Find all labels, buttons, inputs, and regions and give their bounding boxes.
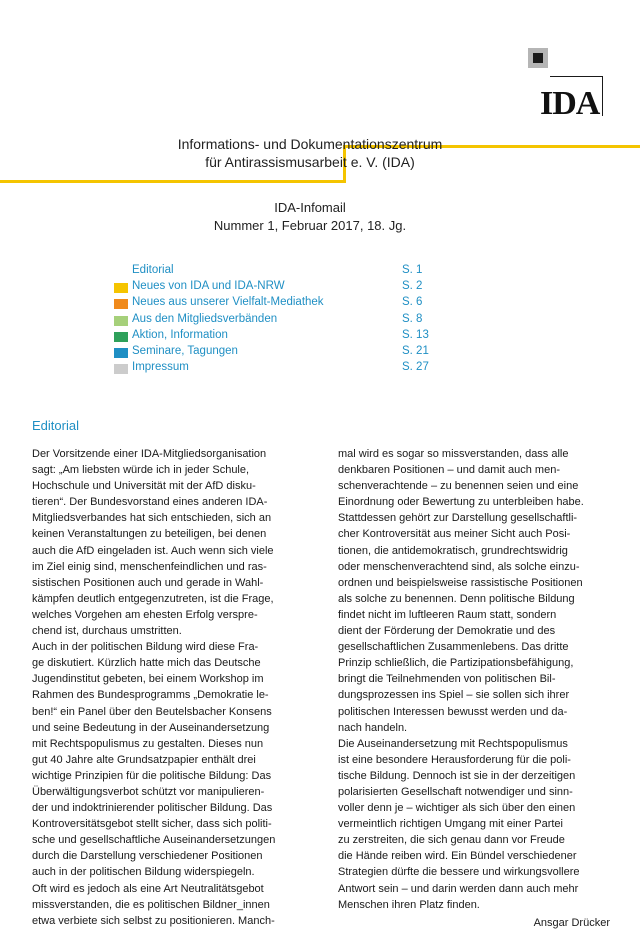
issue-title: IDA-Infomail — [274, 200, 346, 215]
org-name-line1: Informations- und Dokumentationszentrum — [177, 136, 443, 152]
editorial-paragraph: Auch in der politischen Bildung wird diese Fra- ge diskutiert. Kürzlich hatte mich das Deutsche Jugendinstitut gebeten, bei einem Workshop im Rahmen des Bundesprogramms „Demokratie le- ben!“ ein Panel über den Beutelsbacher Konsens und seine Bedeutung in der Auseinandersetzung mit Rechtspopulismus zu gestalten. Dieses nun gut 40 Jahre alte Grundsatzpapier enthält drei wichtige Prinzipien für die politische Bildung: Das Überwältigungsverbot schützt vor manipulieren- der und indoktrinierender politischer Bildung. Das Kontroversitätsgebot stellt sicher, dass sich politi- sche und gesellschaftliche Auseinandersetzungen durch die Darstellung verschiedener Positionen auch in der politischen Bildung widerspiegeln. — [32, 641, 276, 879]
editorial-paragraph: Oft wird es jedoch als eine Art Neutralitätsgebot missverstanden, die es politischen Bildner_innen etwa verbiete sich selbst zu positionieren. Manch- — [32, 882, 275, 927]
editorial-paragraph: Die Auseinandersetzung mit Rechtspopulismus ist eine besondere Herausforderung für die poli- tische Bildung. Dennoch ist sie in der derzeitigen polarisierten Gesellschaft notwendiger und sinn- voller denn je – wichtiger als sich über den einen vermeintlich richtigen Umgang mit einer Partei zu zerstreiten, die sich genau dann vor Freude die Hände reiben wird. Ein Bündel verschiedener Strategien dürfte die bessere und wirkungsvollere Antwort sein – und darin werden dann auch mehr Menschen ihren Platz finden. — [338, 737, 580, 911]
editorial-signature: Ansgar Drücker — [533, 916, 610, 929]
toc-item-mitgliedsverbaende[interactable] — [112, 313, 442, 329]
toc-color-swatch — [114, 267, 128, 277]
toc-item-page: S. 13 — [402, 328, 429, 341]
toc-item-label: Neues von IDA und IDA-NRW — [132, 280, 285, 293]
editorial-column-left — [32, 446, 310, 929]
toc-color-swatch — [114, 299, 128, 309]
editorial-column-right — [338, 446, 610, 931]
toc-item-page: S. 6 — [402, 296, 423, 309]
toc-item-label: Aus den Mitgliedsverbänden — [132, 312, 278, 325]
editorial-heading: Editorial — [32, 418, 79, 433]
logo-line-vertical — [602, 76, 603, 116]
toc-color-swatch — [114, 316, 128, 326]
logo-text: IDA — [540, 85, 600, 122]
toc-item-page: S. 27 — [402, 361, 429, 374]
table-of-contents — [112, 264, 442, 377]
toc-item-neues-von-ida[interactable] — [112, 280, 442, 296]
toc-item-page: S. 2 — [402, 280, 423, 293]
toc-color-swatch — [114, 332, 128, 342]
toc-item-seminare-tagungen[interactable] — [112, 345, 442, 361]
toc-item-label: Impressum — [132, 361, 189, 374]
toc-color-swatch — [114, 348, 128, 358]
issue-number: Nummer 1, Februar 2017, 18. Jg. — [213, 218, 407, 233]
toc-item-page: S. 8 — [402, 312, 423, 325]
editorial-paragraph: mal wird es sogar so missverstanden, dass alle denkbaren Positionen – und damit auch men- schenverachtende – zu benennen seien und eine Einordnung oder Bewertung zu unterbleiben habe. Stattdessen gehört zur Darstellung gesellschaftli- cher Kontroversität aus meiner Sicht auch Posi- tionen, die antidemokratisch, grundrechtswidrig oder menschenverachtend sind, als solche einzu- ordnen und beispielsweise rassistische Positionen als solche zu benennen. Denn politische Bildung findet nicht im luftleeren Raum statt, sondern dient der Förderung der Demokratie und des gesellschaftlichen Zusammenlebens. Das dritte Prinzip schließlich, die Partizipationsbefähigung, bringt die Teilnehmenden von politischen Bil- dungsprozessen ins Spiel – sie sollen sich ihrer politischen Interessen bewusst werden und da- nach handeln. — [338, 448, 584, 734]
logo-line — [550, 76, 602, 77]
logo-inner-square-icon — [533, 53, 543, 63]
yellow-rule-left — [0, 180, 345, 183]
editorial-paragraph: Der Vorsitzende einer IDA-Mitgliedsorganisation sagt: „Am liebsten würde ich in jeder Schule, Hochschule und Universität mit der AfD disku- tieren“. Der Bundesvorstand eines anderen IDA- Mitgliedsverbandes hat sich entschieden, sich an keinen Veranstaltungen zu beteiligen, bei denen auch die AfD eingeladen ist. Auch wenn sich viele im Ziel einig sind, menschenfeindlichen und ras- sistischen Positionen auch und gerade in Wahl- kämpfen deutlich entgegenzutreten, ist die Frage, welches Vorgehen am ehesten Erfolg verspre- chend ist, durchaus umstritten. — [32, 448, 274, 638]
org-name-line2: für Antirassismusarbeit e. V. (IDA) — [205, 154, 415, 170]
toc-item-label: Seminare, Tagungen — [132, 344, 238, 357]
toc-item-impressum[interactable] — [112, 361, 442, 377]
toc-color-swatch — [114, 283, 128, 293]
toc-item-aktion-information[interactable] — [112, 329, 442, 345]
toc-item-page: S. 1 — [402, 264, 423, 276]
toc-item-vielfalt-mediathek[interactable] — [112, 296, 442, 312]
toc-item-page: S. 21 — [402, 344, 429, 357]
toc-color-swatch — [114, 364, 128, 374]
ida-logo — [522, 43, 607, 133]
toc-item-label: Neues aus unserer Vielfalt-Mediathek — [132, 296, 324, 309]
toc-item-label: Editorial — [132, 264, 174, 276]
toc-item-label: Aktion, Information — [132, 328, 228, 341]
toc-item-editorial[interactable] — [112, 264, 442, 280]
